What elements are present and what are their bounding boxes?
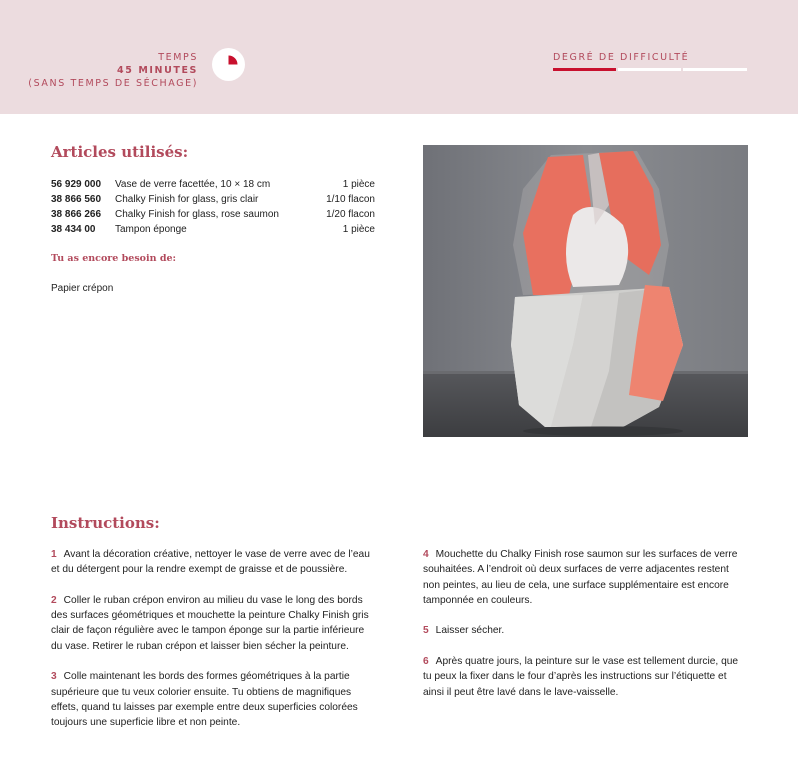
article-quantity: 1/10 flacon [326, 194, 375, 205]
time-label: TEMPS [158, 52, 198, 63]
article-description: Tampon éponge [115, 224, 187, 235]
instructions-title: Instructions: [51, 514, 160, 532]
header-band [0, 0, 798, 114]
difficulty-bars [553, 68, 747, 71]
step-text: Coller le ruban crépon environ au milieu du vase le long des bords des surfaces géométriques et mouchette la peinture Chalky Finish gris clair de façon régulière avec le tampon éponge sur la partie inférieure du vase. Retirer le ruban crépon et laisser bien sécher la peinture. [51, 594, 369, 652]
list-item [51, 222, 377, 237]
article-number: 38 866 560 [51, 194, 102, 205]
step-number: 6 [423, 656, 429, 668]
article-description: Chalky Finish for glass, gris clair [115, 194, 259, 205]
article-number: 38 434 00 [51, 224, 96, 235]
article-quantity: 1 pièce [342, 224, 375, 235]
step-text: Laisser sécher. [435, 625, 505, 637]
instruction-step [51, 547, 373, 578]
step-number: 2 [51, 594, 57, 606]
list-item [51, 177, 377, 192]
step-number: 1 [51, 549, 57, 560]
instruction-step [423, 654, 745, 700]
article-description: Chalky Finish for glass, rose saumon [115, 209, 279, 220]
instructions-column-right [423, 547, 745, 715]
step-text: Colle maintenant les bords des formes géométriques à la partie supérieure que tu veux colorier ensuite. Tu obtiens de magnifiques effets, quand tu laisses par exemple entre deux superficies colorées toujours une superficie libre et non peinte. [51, 671, 358, 729]
time-value: 45 MINUTES [117, 65, 198, 76]
article-description: Vase de verre facettée, 10 × 18 cm [115, 179, 271, 190]
step-text: Avant la décoration créative, nettoyer le vase de verre avec de l’eau et du détergent pour la rendre exempt de graisse et de poussière. [51, 549, 370, 576]
list-item [51, 207, 377, 222]
instructions-column-left [51, 547, 373, 746]
articles-list [51, 177, 377, 237]
vase-photo [423, 145, 748, 437]
instruction-step [423, 623, 745, 638]
step-number: 5 [423, 625, 429, 637]
article-number: 38 866 266 [51, 209, 102, 220]
time-info [28, 51, 198, 90]
difficulty-meter [553, 52, 747, 63]
time-note: (SANS TEMPS DE SÉCHAGE) [28, 78, 198, 89]
difficulty-bar [553, 68, 616, 71]
instruction-step [423, 547, 745, 608]
article-quantity: 1/20 flacon [326, 209, 375, 220]
instruction-step [51, 593, 373, 654]
difficulty-label: DEGRÉ DE DIFFICULTÉ [553, 52, 690, 63]
step-number: 4 [423, 549, 429, 560]
step-text: Après quatre jours, la peinture sur le vase est tellement durcie, que tu peux la fixer dans le four d’après les instructions sur l’étiquette et ainsi il peut être lavé dans le lave-vaisselle. [423, 656, 739, 698]
clock-icon [212, 48, 245, 81]
instruction-step [51, 669, 373, 730]
step-text: Mouchette du Chalky Finish rose saumon sur les surfaces de verre souhaitées. A l’endroit où deux surfaces de verre adjacentes restent non peintes, au lieu de cela, une surface supplémentaire est encore tamponnée en couleurs. [423, 549, 738, 606]
list-item [51, 192, 377, 207]
difficulty-bar [618, 68, 681, 71]
need-items: Papier crépon [51, 283, 114, 294]
articles-title: Articles utilisés: [51, 143, 189, 161]
need-title: Tu as encore besoin de: [51, 253, 177, 264]
difficulty-bar [683, 68, 747, 71]
step-number: 3 [51, 671, 57, 683]
article-number: 56 929 000 [51, 179, 102, 190]
article-quantity: 1 pièce [342, 179, 375, 190]
